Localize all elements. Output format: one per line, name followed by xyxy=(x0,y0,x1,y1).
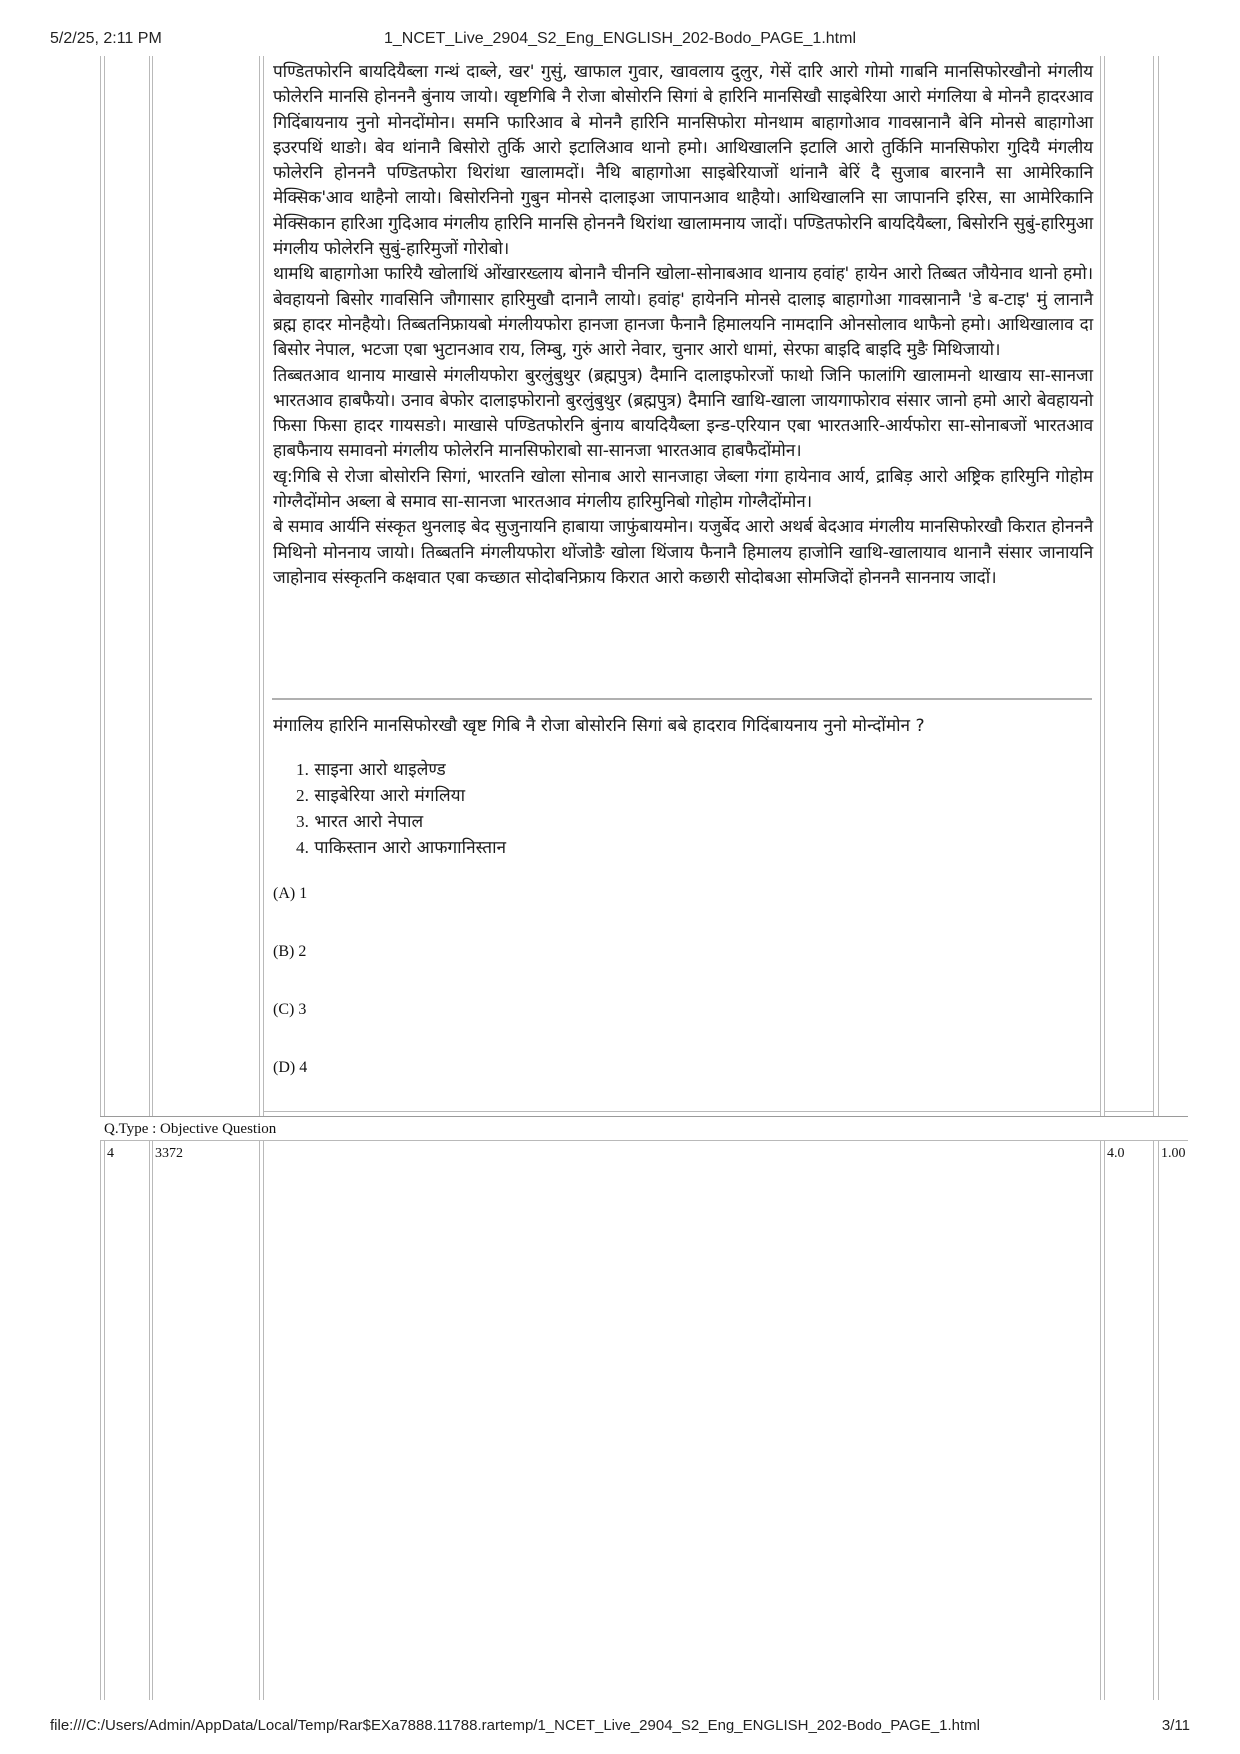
answer-choice-a[interactable]: (A) 1 xyxy=(273,885,308,902)
passage-paragraph: पण्डितफोरनि बायदियैब्ला गन्थं दाब्ले, खर' गुसुं, खाफाल गुवार, खावलाय दुलुर, गेसें दारि आरो गोमो गाबनि मानसिफोरखौनो मंगलीय फोलेरनि मानसि होनननै बुंनाय जायो। खृष्टगिबि नै रोजा बोसोरनि सिगां बे हारिनि मानसिखौ साइबेरिया आरो मंगलिया बे मोननै हादरआव गिदिंबायनाय नुनो मोनदोंमोन। समनि फारिआव बे मोननै हारिनि मानसिफोरा मोनथाम बाहागोआव गावस्रानानै बेनि मोनसे बाहागोआ इउरपथिं थाङो। बेव थांनानै बिसोरो तुर्कि आरो इटालिआव थानो हमो। आथिखालनि इटालि आरो तुर्किनि मानसिफोरा गुदियै मंगलीय फोलेरनि होनननै पण्डितफोरा थिरांथा खालामदों। नैथि बाहागोआ साइबेरियाजों थांनानै बेरिं दै सुजाब बारनानै सा आमेरिकानि मेक्सिक'आव थाहैनो लायो। बिसोरनिनो गुबुन मोनसे दालाइआ जापानआव थाहैयो। आथिखालनि सा जापाननि इरिस, सा आमेरिकानि मेक्सिकान हारिआ गुदिआव मंगलीय हारिनि मानसि होनननै थिरांथा खालामनाय जादों। पण्डितफोरनि बायदियैब्ला, बिसोरनि सुबुं-हारिमुआ मंगलीय फोलेरनि सुबुं-हारिमुजों गोरोबो। xyxy=(273,62,1093,260)
lower-col-id xyxy=(152,1140,153,1700)
option-number: 4. xyxy=(296,838,309,857)
answer-choice-b[interactable]: (B) 2 xyxy=(273,943,307,960)
passage-paragraph: थामथि बाहागोआ फारियै खोलाथिं ओंखारख्लाय बोनानै चीननि खोला-सोनाबआव थानाय हवांह' हायेन आरो तिब्बत जौयेनाव थानो हमो। बेवहायनो बिसोर गावसिनि जौगासार हारिमुखौ दानानै लायो। हवांह' हायेननि मोनसे दालाइ बाहागोआ गावस्रानानै 'डे ब-टाइ' मुं लानानै ब्रह्म हादर मोनहैयो। तिब्बतनिफ्रायबो मंगलीयफोरा हानजा हानजा फैनानै हिमालयनि नामदानि ओनसोलाव थाफैनो हमो। आथिखालाव दा बिसोर नेपाल, भटजा एबा भुटानआव राय, लिम्बु, गुरुं आरो नेवार, चुनार आरो धामां, सेरफा बाइदि बाइदि मुङै मिथिजायो। xyxy=(273,264,1093,361)
question-divider xyxy=(272,698,1092,700)
option-number: 1. xyxy=(296,760,309,779)
passage-paragraph: खृ:गिबि से रोजा बोसोरनि सिगां, भारतनि खोला सोनाब आरो सानजाहा जेब्ला गंगा हायेनाव आर्य, द्राबिड़ आरो अष्ट्रिक हारिमुनि गोहोम गोग्लैदोंमोन अब्ला बे समाव सा-सानजा भारतआव मंगलीय हारिमुनिबो गोहोम गोग्लैदोंमोन। xyxy=(273,466,1093,513)
row-marks: 4.0 xyxy=(1107,1146,1125,1161)
option-text: पाकिस्तान आरो आफगानिस्तान xyxy=(314,838,507,858)
lower-col-negative xyxy=(1153,1140,1154,1700)
question-type-label: Q.Type : Objective Question xyxy=(104,1121,277,1137)
lower-col-content-inner xyxy=(263,1140,264,1700)
row-separator xyxy=(100,1116,1188,1117)
option-number: 3. xyxy=(296,812,309,831)
col-divider-marks-inner xyxy=(1104,56,1105,1116)
table-border-left-inner xyxy=(104,56,105,1116)
option-text: साइबेरिया आरो मंगलिया xyxy=(314,786,466,806)
cell-bottom-border-marks xyxy=(1104,1111,1153,1112)
print-datetime: 5/2/25, 2:11 PM xyxy=(50,30,162,47)
option-number: 2. xyxy=(296,786,309,805)
answer-choice-d[interactable]: (D) 4 xyxy=(273,1059,308,1076)
option-item xyxy=(296,783,506,809)
lower-col-marks xyxy=(1100,1140,1101,1700)
col-divider-content-inner xyxy=(263,56,264,1116)
table-border-left xyxy=(100,56,101,1116)
col-divider-negative xyxy=(1153,56,1154,1116)
option-item xyxy=(296,835,506,861)
footer-page-number: 3/11 xyxy=(1161,1717,1190,1734)
col-divider-marks xyxy=(1100,56,1101,1116)
col-divider-content xyxy=(259,56,260,1116)
lower-col-content xyxy=(259,1140,260,1700)
col-divider-id xyxy=(152,56,153,1116)
lower-border-left-inner xyxy=(104,1140,105,1700)
lower-border-left xyxy=(100,1140,101,1700)
answer-choice-c[interactable]: (C) 3 xyxy=(273,1001,307,1018)
lower-col-marks-inner xyxy=(1104,1140,1105,1700)
row-serial-number: 4 xyxy=(107,1146,114,1161)
footer-file-path: file:///C:/Users/Admin/AppData/Local/Temp/Rar$EXa7888.11788.rartemp/1_NCET_Live_2904_S2_Eng_ENGLISH_202-Bodo_PAGE_1.html xyxy=(50,1717,980,1734)
option-item xyxy=(296,757,506,783)
comprehension-passage xyxy=(273,60,1093,591)
option-list xyxy=(296,757,506,861)
lower-col-serial xyxy=(149,1140,150,1700)
col-divider-serial xyxy=(149,56,150,1116)
row-negative-marks: 1.00 xyxy=(1161,1146,1186,1161)
row-question-id: 3372 xyxy=(155,1146,183,1161)
cell-bottom-border xyxy=(263,1111,1100,1112)
passage-paragraph: बे समाव आर्यनि संस्कृत थुनलाइ बेद सुजुनायनि हाबाया जाफुंबायमोन। यजुर्बेद आरो अथर्ब बेदआव मंगलीय मानसिफोरखौ किरात होनननै मिथिनो मोननाय जायो। तिब्बतनि मंगलीयफोरा थोंजोङै खोला थिंजाय फैनानै हिमालय हाजोनि खाथि-खालायाव थानानै संसार जानायनि जाहोनाव संस्कृतनि कक्षवात एबा कच्छात सोदोबनिफ्राय किरात आरो कछारी सोदोबआ सोमजिदों होनननै साननाय जादों। xyxy=(273,517,1093,588)
col-divider-negative-inner xyxy=(1158,56,1159,1116)
option-text: भारत आरो नेपाल xyxy=(314,812,424,832)
lower-col-negative-inner xyxy=(1158,1140,1159,1700)
print-title: 1_NCET_Live_2904_S2_Eng_ENGLISH_202-Bodo_PAGE_1.html xyxy=(384,30,856,47)
question-text: मंगालिय हारिनि मानसिफोरखौ खृष्ट गिबि नै रोजा बोसोरनि सिगां बबे हादराव गिदिंबायनाय नुनो मोन्दोंमोन ? xyxy=(273,716,925,736)
option-item xyxy=(296,809,506,835)
passage-paragraph: तिब्बतआव थानाय माखासे मंगलीयफोरा बुरलुंबुथुर (ब्रह्मपुत्र) दैमानि दालाइफोरजों फाथो जिनि फालांगि खालामनो थाखाय सा-सानजा भारतआव हाबफैयो। उनाव बेफोर दालाइफोरानो बुरलुंबुथुर (ब्रह्मपुत्र) दैमानि खाथि-खाला जायगाफोराव संसार जानो हमो आरो बेवहायनो फिसा फिसा हादर गायसङो। माखासे पण्डितफोरनि बुंनाय बायदियैब्ला इन्ड-एरियान एबा भारतआरि-आर्यफोरा सा-सोनाबजों भारतआव हाबफैनाय समावनो मंगलीय फोलेरनि मानसिफोराबो सा-सानजा भारतआव हाबफैदोंमोन। xyxy=(273,365,1093,462)
option-text: साइना आरो थाइलेण्ड xyxy=(314,760,446,780)
